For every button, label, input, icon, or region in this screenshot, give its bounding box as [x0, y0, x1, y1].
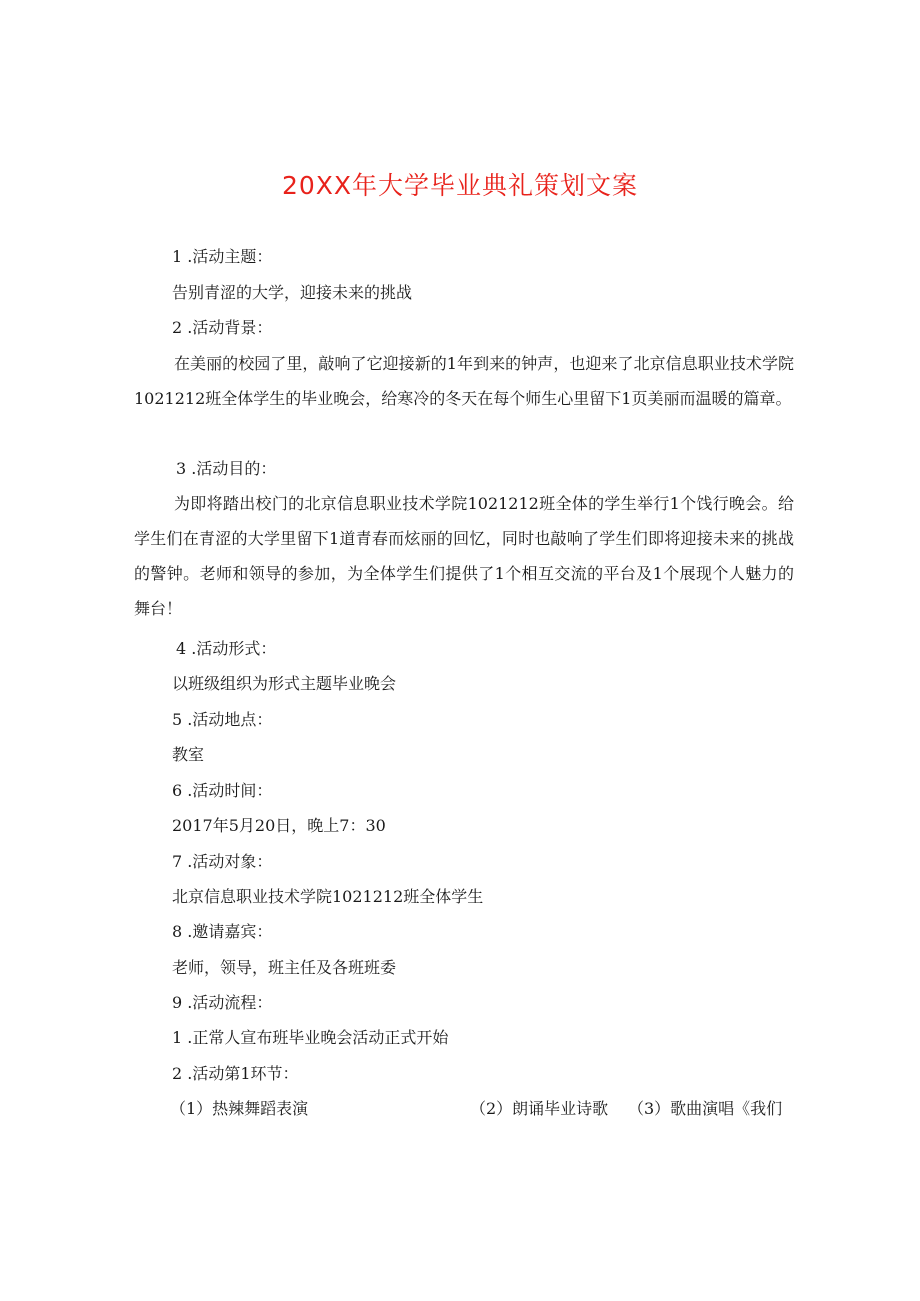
- program-item-song: （3）歌曲演唱《我们: [628, 1099, 783, 1118]
- section-heading-time: 6 .活动时间：: [172, 781, 273, 800]
- section-body-guests: 老师，领导，班主任及各班班委: [172, 958, 397, 977]
- section-heading-background: 2 .活动背景：: [172, 318, 273, 337]
- program-item-dance: （1）热辣舞蹈表演: [170, 1099, 309, 1118]
- program-item-poem: （2）朗诵毕业诗歌: [470, 1099, 609, 1118]
- flow-step-2: 2 .活动第1环节：: [172, 1064, 299, 1083]
- section-heading-format: 4 .活动形式：: [176, 639, 277, 658]
- flow-step-1: 1 .正常人宣布班毕业晚会活动正式开始: [172, 1028, 449, 1047]
- section-heading-location: 5 .活动地点：: [172, 710, 273, 729]
- section-body-time: 2017年5月20日，晚上7：30: [172, 816, 386, 835]
- section-heading-purpose: 3 .活动目的：: [176, 459, 277, 478]
- section-body-audience: 北京信息职业技术学院1021212班全体学生: [172, 887, 484, 906]
- section-heading-audience: 7 .活动对象：: [172, 852, 273, 871]
- section-body-format: 以班级组织为形式主题毕业晚会: [172, 674, 397, 693]
- section-body-purpose: 为即将踏出校门的北京信息职业技术学院1021212班全体的学生举行1个饯行晚会。给学生们在青涩的大学里留下1道青春而炫丽的回忆，同时也敲响了学生们即将迎接未来的挑战的警钟。老师和领导的参加，为全体学生们提供了1个相互交流的平台及1个展现个人魅力的舞台！: [134, 494, 794, 618]
- section-body-location: 教室: [172, 745, 205, 764]
- section-heading-theme: 1 .活动主题：: [172, 247, 273, 266]
- document-title: 20XX年大学毕业典礼策划文案: [281, 171, 639, 200]
- section-heading-guests: 8 .邀请嘉宾：: [172, 922, 273, 941]
- section-heading-flow: 9 .活动流程：: [172, 993, 273, 1012]
- section-body-theme: 告别青涩的大学，迎接未来的挑战: [172, 283, 413, 302]
- section-body-background: 在美丽的校园了里，敲响了它迎接新的1年到来的钟声，也迎来了北京信息职业技术学院1021212班全体学生的毕业晚会，给寒冷的冬天在每个师生心里留下1页美丽而温暖的篇章。: [134, 354, 794, 408]
